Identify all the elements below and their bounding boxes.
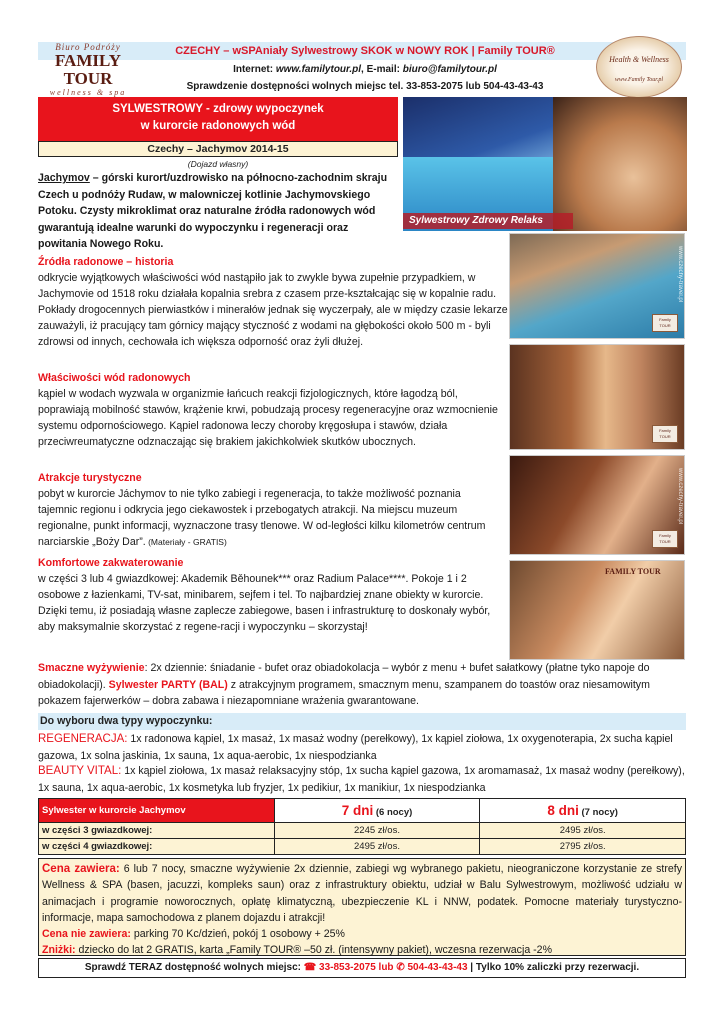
row-price-1: 2245 zł/os.	[274, 823, 480, 839]
phone-icon: ☎	[303, 962, 317, 973]
offer-title	[38, 97, 398, 141]
table-row	[39, 823, 686, 839]
badge-title: Health & Wellness	[609, 55, 669, 64]
photo-mini-logo: FAMILY TOUR	[605, 567, 661, 576]
intro-text: – górski kurort/uzdrowisko na północno-zachodnim skraju Czech u podnóży Rudaw, w malowniczej kotlinie Jachymovskiego Potoku. Czysty mikroklimat oraz naturalne źródła radonowych wód gwarantują idealne warunki do wypoczynku i regeneracji oraz powitania Nowego Roku.	[38, 172, 388, 251]
includes-text: 6 lub 7 nocy, smaczne wyżywienie 2x dziennie, zabiegi wg wybranego pakietu, nieograniczone korzystanie ze strefy Wellness & SPA (basen, jacuzzi, kompleks saun) oraz z infrastruktury obiektu, udział w Balu Sylwestrowym, możliwość udziału w animacjach i programie noworocznych, opłatę klimatyczną, ubezpieczenie KL i NNW, podatek. Pomocne materiały turystyczno-informacje, mapa samochodowa z planem dojazdu i atrakcji!	[42, 863, 683, 924]
attractions-text: pobyt w kurorcie Jáchymov to nie tylko zabiegi i regeneracja, to także możliwość poznania tajemnic regionu i odkrycia jego ciekawostek i przebogatych atrakcji. Na miejscu muzeum regionalne, punkt informacji, wyznaczone trasy tlenowe. W od-ległości kilku kilometrów centrum narciarskie „Boży Dar”.	[38, 488, 486, 548]
header-headline: CZECHY – wSPAniały Sylwestrowy SKOK w NOWY ROK | Family TOUR®	[175, 45, 555, 57]
section-heading-accommodation: Komfortowe zakwaterowanie	[38, 557, 184, 569]
table-row	[39, 839, 686, 855]
section-text-attractions	[38, 486, 503, 550]
mobile-phone-icon: ✆	[396, 962, 405, 973]
section-text-accommodation	[38, 571, 503, 635]
intro-paragraph	[38, 170, 398, 253]
footer-phone-1[interactable]: 33-853-2075 lub	[316, 962, 397, 973]
internet-label: Internet:	[233, 64, 276, 75]
hero-image	[403, 97, 687, 231]
logo-main-text: FAMILY TOUR	[54, 51, 122, 88]
col1-nights: (6 nocy)	[375, 807, 413, 818]
photo-pool-couple	[509, 233, 685, 339]
meals-text: : 2x dziennie: śniadanie - bufet oraz obiadokolacja – wybór z menu + bufet sałatkowy (płatne tyko napoje do obiadokolacji).	[38, 662, 650, 691]
beauty-vital-label: BEAUTY VITAL:	[38, 765, 122, 777]
offer-subtitle: Czechy – Jachymov 2014-15	[38, 141, 398, 157]
badge-url: www.Family Tour.pl	[614, 77, 664, 83]
price-includes-box	[38, 858, 686, 956]
footer-phone-2[interactable]: 504-43-43-43	[404, 962, 468, 973]
photo-massage	[509, 560, 685, 660]
section-text-properties: kąpiel w wodach wyzwala w organizmie łańcuch reakcji fizjologicznych, które łagodzą ból, poprawiają mobilność stawów, krążenie krwi, pobudzają procesy regeneracyjne oraz wzmocnienie systemu odpornościowego. Kąpiel radonowa leczy choroby kręgosłupa i stawów, działa przeciwreumatyczne odznaczając się brakiem jakichkolwiek skutków ubocznych.	[38, 388, 498, 448]
party-label: Sylwester PARTY (BAL)	[108, 678, 228, 691]
footer-text-a: Sprawdź TERAZ dostępność wolnych miejsc:	[84, 962, 304, 973]
footer-text-b: | Tylko 10% zaliczki przy rezerwacji.	[467, 962, 640, 973]
intro-place: Jachymov	[38, 172, 90, 184]
photo-watermark: www.czechy-travel.pl	[677, 468, 683, 525]
photo-logo-label: Family TOUR	[652, 314, 678, 332]
col2-nights: (7 nocy)	[581, 807, 618, 818]
section-text-history: odkrycie wyjątkowych właściwości wód nastąpiło jak to zwykle bywa zupełnie przypadkiem, w Jachymovie od 1518 roku działała kopalnia srebra z czasem prze-kształcając się w kopalnie radu. Pokłady drogocennych pierwiastków i minerałów jednak się wyczerpały, ale w między czasie lekarze zauważyli, iż pracujący tam górnicy mający styczność z wodami na głębokości około 500 m - byli zdrowsi od innych, cechowała ich większa odporność oraz żyli dłużej.	[38, 272, 508, 348]
accommodation-text-a: w części 3 lub 4 gwiazdkowej:	[38, 573, 182, 585]
header-contact	[140, 61, 590, 78]
hero-couple-area	[553, 97, 687, 231]
excludes-label: Cena nie zawiera:	[42, 928, 131, 941]
row-price-2: 2495 zł/os.	[480, 823, 686, 839]
photo-sauna	[509, 344, 685, 450]
price-table-header	[39, 799, 686, 823]
email-link[interactable]: biuro@familytour.pl	[402, 64, 497, 75]
section-heading-history: Źródła radonowe – historia	[38, 256, 174, 268]
hero-caption: Sylwestrowy Zdrowy Relaks	[403, 213, 573, 229]
offer-title-line2: w kurorcie radonowych wód	[140, 120, 296, 132]
hotel-radium-palace: Radium Palace****	[317, 573, 406, 585]
col1-days: 7 dni	[341, 803, 374, 818]
types-heading: Do wyboru dwa typy wypoczynku:	[38, 713, 686, 730]
row-price-2: 2795 zł/os.	[480, 839, 686, 855]
price-table	[38, 798, 686, 855]
excludes-text: parking 70 Kc/dzień, pokój 1 osobowy + 25%	[130, 928, 345, 941]
photo-logo-label: Family TOUR	[652, 425, 678, 443]
photo-logo-label: Family TOUR	[652, 530, 678, 548]
family-tour-logo[interactable]	[38, 42, 138, 97]
regeneration-label: REGENERACJA:	[38, 733, 128, 745]
price-col-7-days	[274, 799, 480, 823]
regeneration-text: 1x radonowa kąpiel, 1x masaż, 1x masaż wodny (perełkowy), 1x kąpiel ziołowa, 1x oxygenoterapia, 2x sucha kąpiel gazowa, 1x solna jaskinia, 1x sauna, 1x aqua-aerobic, 1x niespodzianka	[38, 733, 673, 762]
meals-label: Smaczne wyżywienie	[38, 662, 145, 674]
meals-text-2: z atrakcyjnym programem, smacznym menu, szampanem do toastów oraz niesamowitym pokazem fajerwerków – dobra zabawa i niezapomniane wrażenia gwarantowane.	[38, 678, 650, 707]
beauty-vital-text: 1x kąpiel ziołowa, 1x masaż relaksacyjny stóp, 1x sucha kąpiel gazowa, 1x aromamasaż, 1x masaż wodny (perełkowy), 1x sauna, 1x aqua-aerobic, 1x kosmetyka lub fryzjer, 1x pedikiur, 1x manikiur, 1x niespodzianka	[38, 765, 685, 794]
price-col-8-days	[480, 799, 686, 823]
accommodation-text-c: . Pokoje 1 i 2 osobowe z łazienkami, TV-sat, minibarem, sejfem i tel. To najbardziej znane obiekty w kurorcie. Dzięki temu, iż posiadają własne zaplecze zabiegowe, basen i infrastrukturę to doskonały wybór, aby maksymalnie skorzystać z regene-racji i wypoczynku – skorzystaj!	[38, 573, 491, 633]
health-wellness-badge	[596, 36, 682, 98]
meals-paragraph	[38, 660, 686, 710]
row-price-1: 2495 zł/os.	[274, 839, 480, 855]
header-availability: Sprawdzenie dostępności wolnych miejsc tel. 33-853-2075 lub 504-43-43-43	[186, 81, 544, 92]
photo-dinner	[509, 455, 685, 555]
discounts-label: Zniżki:	[42, 944, 76, 957]
accommodation-text-b: oraz	[290, 573, 318, 585]
attractions-note: (Materiały - GRATIS)	[145, 537, 227, 547]
website-link[interactable]: www.familytour.pl	[275, 64, 362, 75]
regeneration-package	[38, 731, 686, 764]
price-table-title: Sylwester w kurorcie Jachymov	[39, 799, 275, 823]
includes-label: Cena zawiera:	[42, 863, 120, 875]
logo-sub-text: wellness & spa	[49, 88, 127, 97]
beauty-vital-package	[38, 763, 686, 796]
section-heading-attractions: Atrakcje turystyczne	[38, 472, 142, 484]
col2-days: 8 dni	[547, 803, 579, 818]
email-label: , E-mail:	[361, 64, 403, 75]
row-label: w części 4 gwiazdkowej:	[39, 839, 275, 855]
hotel-akademik: Akademik Běhounek***	[181, 573, 291, 585]
photo-watermark: www.czechy-travel.pl	[677, 246, 683, 303]
footer-contact	[38, 958, 686, 978]
offer-title-line1: SYLWESTROWY - zdrowy wypoczynek	[112, 103, 324, 115]
discounts-text: dziecko do lat 2 GRATIS, karta „Family TOUR® –50 zł. (intensywny pakiet), wczesna rezerwacja -2%	[75, 944, 552, 957]
row-label: w części 3 gwiazdkowej:	[39, 823, 275, 839]
transport-note: (Dojazd własny)	[187, 159, 249, 169]
section-heading-properties: Właściwości wód radonowych	[38, 372, 191, 384]
logo-top-text: Biuro Podróży	[55, 42, 121, 52]
